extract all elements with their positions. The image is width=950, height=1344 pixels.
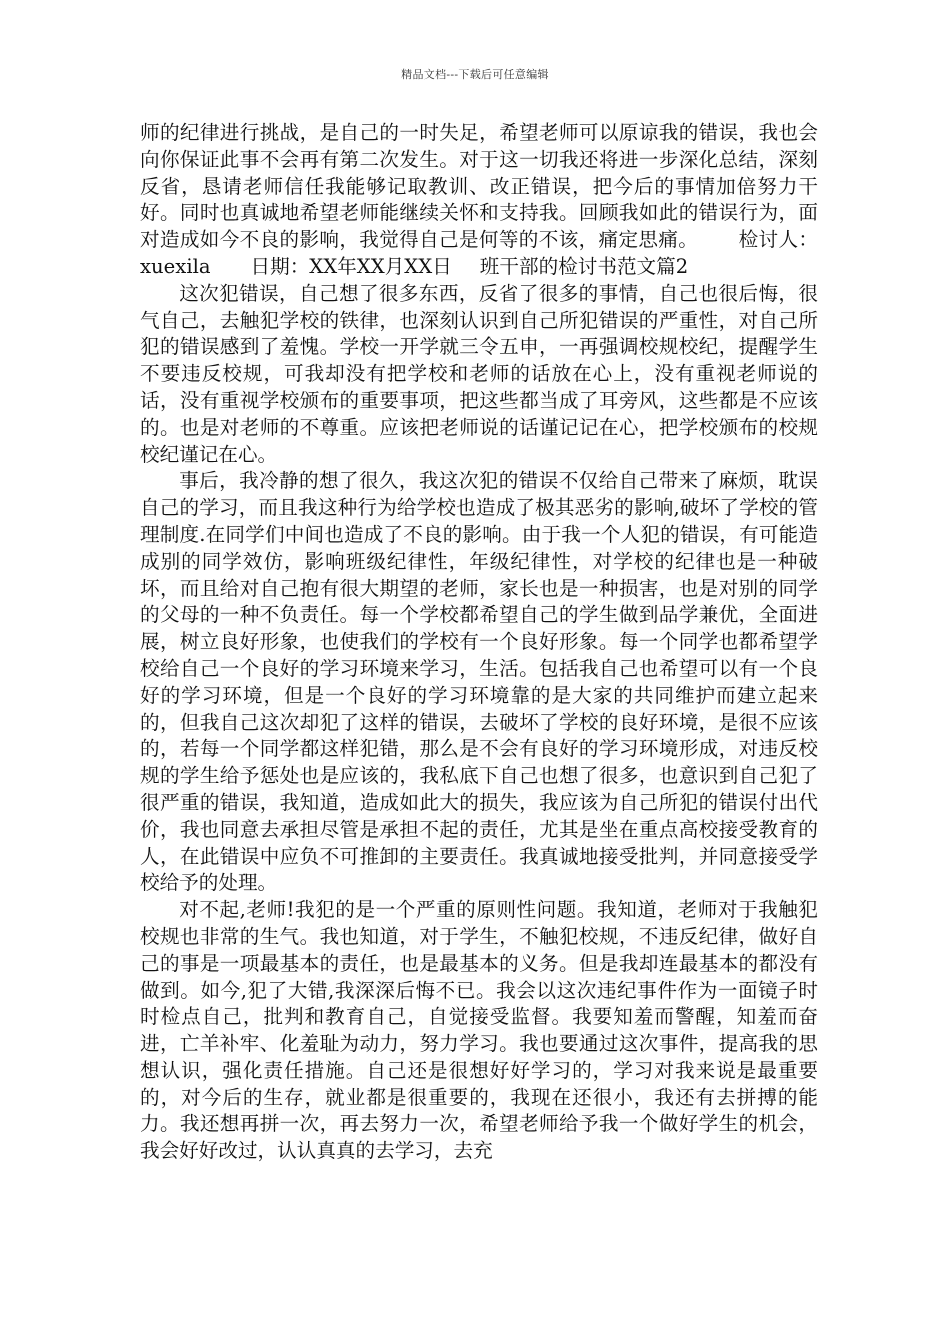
document-body: [140, 120, 818, 1165]
paragraph-1-text: 师的纪律进行挑战，是自己的一时失足，希望老师可以原谅我的错误，我也会向你保证此事不会再有第二次发生。对于这一切我还将进一步深化总结，深刻反省，恳请老师信任我能够记取教训、改正错误，把今后的事情加倍努力干好。同时也真诚地希望老师能继续关怀和支持我。回顾我如此的错误行为，面对造成如今不良的影响，我觉得自己是何等的不该，痛定思痛。: [140, 121, 818, 252]
paragraph-4: 对不起,老师!我犯的是一个严重的原则性问题。我知道，老师对于我触犯校规也非常的生气。我也知道，对于学生，不触犯校规，不违反纪律，做好自己的事是一项最基本的责任，也是最基本的义务。但是我却连最基本的都没有做到。如今,犯了大错,我深深后悔不已。我会以这次违纪事件作为一面镜子时时检点自己，批判和教育自己，自觉接受监督。我要知羞而警醒，知羞而奋进，亡羊补牢、化羞耻为动力，努力学习。我也要通过这次事件，提高我的思想认识，强化责任措施。自己还是很想好好学习的，学习对我来说是最重要的，对今后的生存，就业都是很重要的，我现在还很小，我还有去拼搏的能力。我还想再拼一次，再去努力一次，希望老师给予我一个做好学生的机会，我会好好改过，认认真真的去学习，去充: [140, 898, 818, 1163]
page-header: 精品文档---下载后可任意编辑: [401, 68, 549, 81]
signer-label: 检讨人：xuexila: [140, 228, 818, 278]
paragraph-1: [140, 120, 818, 281]
section-title: 班干部的检讨书范文篇2: [479, 254, 689, 278]
date-label: 日期：XX年XX月XX日: [250, 254, 452, 278]
paragraph-2: 这次犯错误，自己想了很多东西，反省了很多的事情，自己也很后悔，很气自己，去触犯学校的铁律，也深刻认识到自己所犯错误的严重性，对自己所犯的错误感到了羞愧。学校一开学就三令五申，一再强调校规校纪，提醒学生不要违反校规，可我却没有把学校和老师的话放在心上，没有重视老师说的话，没有重视学校颁布的重要事项，把这些都当成了耳旁风，这些都是不应该的。也是对老师的不尊重。应该把老师说的话谨记记在心，把学校颁布的校规校纪谨记在心。: [140, 281, 818, 466]
paragraph-3: 事后，我冷静的想了很久，我这次犯的错误不仅给自己带来了麻烦，耽误自己的学习，而且我这种行为给学校也造成了极其恶劣的影响,破坏了学校的管理制度.在同学们中间也造成了不良的影响。由于我一个人犯的错误，有可能造成别的同学效仿，影响班级纪律性，年级纪律性，对学校的纪律也是一种破坏，而且给对自己抱有很大期望的老师，家长也是一种损害，也是对别的同学的父母的一种不负责任。每一个学校都希望自己的学生做到品学兼优，全面进展，树立良好形象，也使我们的学校有一个良好形象。每一个同学也都希望学校给自己一个良好的学习环境来学习，生活。包括我自己也希望可以有一个良好的学习环境，但是一个良好的学习环境靠的是大家的共同维护而建立起来的，但我自己这次却犯了这样的错误，去破坏了学校的良好环境，是很不应该的，若每一个同学都这样犯错，那么是不会有良好的学习环境形成，对违反校规的学生给予惩处也是应该的，我私底下自己也想了很多，也意识到自己犯了很严重的错误，我知道，造成如此大的损失，我应该为自己所犯的错误付出代价，我也同意去承担尽管是承担不起的责任，尤其是坐在重点高校接受教育的人，在此错误中应负不可推卸的主要责任。我真诚地接受批判，并同意接受学校给予的处理。: [140, 469, 818, 895]
